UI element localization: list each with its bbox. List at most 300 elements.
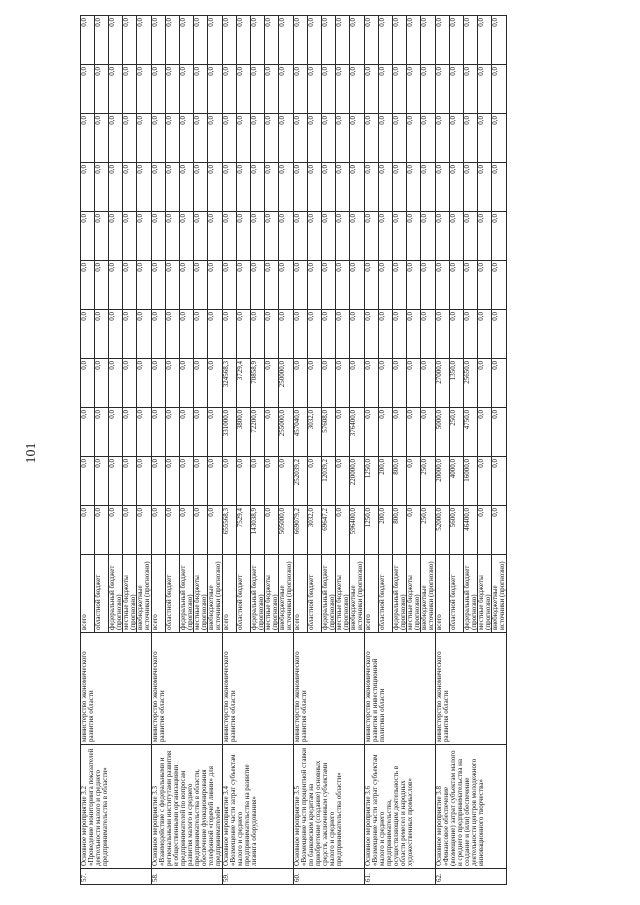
value-cell: 0,0	[166, 506, 180, 554]
value-cell: 0,0	[194, 261, 208, 309]
value-cell: 0,0	[393, 408, 407, 456]
funding-source-label: областной бюджет	[308, 555, 322, 632]
funding-sources	[294, 555, 365, 633]
value-cell: 0,0	[420, 263, 428, 272]
value-cell: 0,0	[407, 408, 421, 456]
value-cell: 0,0	[194, 408, 208, 456]
value-cell: 0,0	[207, 67, 215, 76]
value-cell: 0,0	[365, 359, 379, 407]
value-column-5	[365, 310, 436, 359]
value-cell: 0,0	[95, 506, 109, 554]
value-cell: 0,0	[166, 16, 180, 64]
value-cell: 0,0	[278, 459, 286, 468]
value-cell: 200,0	[379, 457, 393, 505]
value-cell: 0,0	[123, 261, 137, 309]
value-cell: 0,0	[251, 212, 265, 260]
value-cell: 0,0	[278, 116, 286, 125]
value-cell: 0,0	[207, 312, 215, 321]
value-column-3	[152, 408, 223, 457]
value-cell: 0,0	[207, 361, 215, 370]
value-cell: 0,0	[393, 212, 407, 260]
value-cell: 0,0	[336, 16, 350, 64]
value-cell: 0,0	[294, 114, 308, 162]
value-cell: 0,0	[265, 114, 279, 162]
funding-source-label: местные бюджеты (прогнозно)	[194, 555, 208, 632]
value-cell: 0,0	[365, 65, 379, 113]
executor: министерство экономического развития области	[436, 633, 507, 745]
value-cell: 0,0	[237, 310, 251, 358]
value-column-4	[365, 359, 436, 408]
value-cell: 0,0	[95, 163, 109, 211]
value-column-1	[294, 506, 365, 555]
value-cell: 0,0	[81, 16, 95, 64]
value-cell: 0,0	[194, 212, 208, 260]
value-cell: 0,0	[237, 457, 251, 505]
value-cell: 0,0	[379, 65, 393, 113]
value-column-11	[152, 16, 223, 65]
value-cell: 0,0	[237, 65, 251, 113]
value-column-9	[81, 114, 152, 163]
value-column-6	[223, 261, 294, 310]
funding-source-label: всего	[81, 555, 95, 632]
value-cell: 0,0	[95, 261, 109, 309]
value-cell: 0,0	[166, 457, 180, 505]
value-cell: 0,0	[265, 65, 279, 113]
value-cell: 0,0	[336, 261, 350, 309]
value-cell: 0,0	[379, 163, 393, 211]
value-cell: 0,0	[436, 16, 450, 64]
value-column-4	[152, 359, 223, 408]
value-cell: 0,0	[109, 16, 123, 64]
value-cell: 0,0	[136, 263, 144, 272]
value-cell: 0,0	[436, 65, 450, 113]
value-cell: 0,0	[251, 163, 265, 211]
funding-source-label: областной бюджет	[95, 555, 109, 632]
value-cell: 0,0	[349, 67, 357, 76]
value-cell: 0,0	[166, 261, 180, 309]
value-cell: 0,0	[308, 261, 322, 309]
value-cell: 5000,0	[436, 408, 450, 456]
value-cell: 0,0	[223, 16, 237, 64]
value-cell: 0,0	[265, 359, 279, 407]
value-column-2	[223, 457, 294, 506]
value-cell: 143038,9	[251, 506, 265, 554]
value-column-1	[152, 506, 223, 555]
value-cell: 200,0	[379, 506, 393, 554]
value-cell: 0,0	[194, 163, 208, 211]
funding-source-label: внебюджетные источники (прогнозно)	[207, 561, 222, 630]
value-cell: 0,0	[81, 506, 95, 554]
value-column-4	[294, 359, 365, 408]
funding-sources	[223, 555, 294, 633]
value-column-1	[365, 506, 436, 555]
value-column-10	[436, 65, 507, 114]
value-cell: 0,0	[207, 18, 215, 27]
activity-name: Основное мероприятие 3.3 «Взаимодействие с федеральными и региональными институтами развития и общественными организациями предпринимателей по вопросам развития малого и среднего предпринимательства в области, обеспечение функционирования телефонной «горячей линии» для предпринимателей»	[152, 745, 223, 869]
value-cell: 0,0	[123, 310, 137, 358]
value-cell: 0,0	[393, 16, 407, 64]
value-column-7	[365, 212, 436, 261]
value-cell: 0,0	[251, 310, 265, 358]
value-cell: 0,0	[420, 312, 428, 321]
value-cell: 4000,0	[450, 457, 464, 505]
value-cell: 0,0	[450, 261, 464, 309]
value-cell: 0,0	[365, 408, 379, 456]
value-cell: 0,0	[180, 65, 194, 113]
page-number: 101	[24, 442, 39, 464]
funding-sources	[81, 555, 152, 633]
value-column-5	[294, 310, 365, 359]
funding-source-label: областной бюджет	[237, 555, 251, 632]
value-cell: 0,0	[464, 212, 478, 260]
value-cell: 0,0	[265, 506, 279, 554]
value-column-4	[223, 359, 294, 408]
value-cell: 669079,2	[294, 506, 308, 554]
value-cell: 0,0	[294, 163, 308, 211]
value-cell: 0,0	[450, 114, 464, 162]
value-cell: 0,0	[294, 16, 308, 64]
value-cell: 0,0	[393, 310, 407, 358]
value-cell: 0,0	[152, 261, 166, 309]
value-cell: 0,0	[194, 310, 208, 358]
funding-sources	[436, 555, 507, 633]
value-column-3	[81, 408, 152, 457]
value-column-2	[365, 457, 436, 506]
value-column-11	[436, 16, 507, 65]
value-cell: 0,0	[349, 165, 357, 174]
value-column-4	[81, 359, 152, 408]
value-cell: 0,0	[450, 212, 464, 260]
value-cell: 0,0	[180, 408, 194, 456]
value-cell: 0,0	[180, 212, 194, 260]
value-cell: 0,0	[265, 163, 279, 211]
activity-name: Основное мероприятие 3.8 «Финансовое обеспечение (возмещение) затрат субъектам малого и среднего предпринимательства на создание и (или) обеспечение деятельности центров молодежного инновационного творчества»	[436, 745, 507, 869]
value-cell: 27000,0	[436, 359, 450, 407]
value-cell: 0,0	[152, 408, 166, 456]
value-column-3	[436, 408, 507, 457]
activity-name: Основное мероприятие 3.4 «Возмещение части затрат субъектам малого и среднего предпринимательства на развитие лизинга оборудования»	[223, 745, 294, 869]
value-column-6	[365, 261, 436, 310]
value-cell: 0,0	[95, 212, 109, 260]
funding-sources	[365, 555, 436, 633]
funding-source-label: внебюджетные источники (прогнозно)	[420, 561, 435, 630]
value-cell: 0,0	[95, 359, 109, 407]
value-cell: 0,0	[123, 408, 137, 456]
value-cell: 0,0	[308, 212, 322, 260]
value-cell: 0,0	[365, 212, 379, 260]
row-number: 60.	[294, 869, 365, 885]
value-cell: 0,0	[109, 408, 123, 456]
value-cell: 25650,0	[464, 359, 478, 407]
value-cell: 0,0	[420, 67, 428, 76]
value-cell: 0,0	[278, 67, 286, 76]
value-cell: 0,0	[436, 163, 450, 211]
funding-source-label: областной бюджет	[379, 555, 393, 632]
value-cell: 0,0	[194, 457, 208, 505]
value-cell: 0,0	[237, 261, 251, 309]
value-column-7	[294, 212, 365, 261]
value-cell: 0,0	[365, 114, 379, 162]
value-cell: 0,0	[166, 65, 180, 113]
value-cell: 0,0	[109, 506, 123, 554]
value-cell: 0,0	[166, 310, 180, 358]
value-column-2	[81, 457, 152, 506]
value-cell: 250,0	[420, 508, 428, 524]
value-cell: 0,0	[478, 359, 492, 407]
value-cell: 457040,0	[294, 408, 308, 456]
value-cell: 0,0	[336, 163, 350, 211]
value-cell: 0,0	[194, 65, 208, 113]
table-row	[365, 16, 436, 885]
value-cell: 0,0	[407, 163, 421, 211]
value-cell: 0,0	[123, 16, 137, 64]
value-cell: 5600,0	[450, 506, 464, 554]
activity-name: Основное мероприятие 3.6 «Возмещение части затрат субъектам малого и среднего предпринимательства, осуществляющим деятельность в области ремесел и народных художественных промыслов»	[365, 745, 436, 869]
value-cell: 0,0	[109, 359, 123, 407]
value-cell: 0,0	[478, 408, 492, 456]
value-cell: 0,0	[251, 16, 265, 64]
value-cell: 0,0	[136, 18, 144, 27]
value-cell: 0,0	[123, 457, 137, 505]
value-column-7	[81, 212, 152, 261]
value-cell: 0,0	[322, 114, 336, 162]
value-cell: 0,0	[207, 508, 215, 517]
value-cell: 0,0	[166, 114, 180, 162]
value-cell: 0,0	[491, 165, 499, 174]
value-cell: 0,0	[379, 212, 393, 260]
value-cell: 0,0	[109, 114, 123, 162]
value-cell: 72200,0	[251, 408, 265, 456]
value-cell: 0,0	[152, 457, 166, 505]
value-cell: 0,0	[336, 114, 350, 162]
value-cell: 0,0	[237, 212, 251, 260]
value-cell: 0,0	[294, 310, 308, 358]
value-cell: 0,0	[478, 212, 492, 260]
value-cell: 0,0	[166, 359, 180, 407]
value-cell: 0,0	[237, 163, 251, 211]
value-column-7	[152, 212, 223, 261]
value-cell: 0,0	[308, 114, 322, 162]
value-cell: 0,0	[349, 263, 357, 272]
value-cell: 0,0	[365, 163, 379, 211]
value-column-1	[436, 506, 507, 555]
value-cell: 0,0	[407, 506, 421, 554]
value-cell: 0,0	[379, 408, 393, 456]
funding-source-label: федеральный бюджет (прогнозно)	[322, 555, 336, 632]
value-cell: 0,0	[136, 67, 144, 76]
executor: министерство экономического развития области	[152, 633, 223, 745]
value-cell: 0,0	[379, 359, 393, 407]
value-cell: 250,0	[420, 459, 428, 475]
value-cell: 0,0	[336, 506, 350, 554]
value-cell: 0,0	[407, 310, 421, 358]
value-column-6	[81, 261, 152, 310]
value-cell: 0,0	[407, 65, 421, 113]
value-cell: 0,0	[95, 408, 109, 456]
value-cell: 0,0	[336, 359, 350, 407]
value-column-5	[81, 310, 152, 359]
value-cell: 0,0	[379, 16, 393, 64]
value-cell: 252039,2	[294, 457, 308, 505]
value-cell: 0,0	[491, 508, 499, 517]
value-cell: 0,0	[123, 359, 137, 407]
value-column-11	[365, 16, 436, 65]
value-cell: 0,0	[393, 359, 407, 407]
value-cell: 0,0	[81, 212, 95, 260]
value-cell: 0,0	[95, 16, 109, 64]
value-cell: 0,0	[464, 16, 478, 64]
value-column-10	[365, 65, 436, 114]
funding-source-label: местные бюджеты (прогнозно)	[123, 555, 137, 632]
value-cell: 250,0	[450, 408, 464, 456]
value-cell: 52000,0	[436, 506, 450, 554]
value-cell: 0,0	[166, 408, 180, 456]
value-column-8	[152, 163, 223, 212]
value-cell: 0,0	[136, 459, 144, 468]
value-cell: 0,0	[491, 459, 499, 468]
value-cell: 0,0	[308, 65, 322, 113]
value-cell: 0,0	[109, 212, 123, 260]
value-cell: 0,0	[308, 310, 322, 358]
value-column-9	[365, 114, 436, 163]
value-cell: 0,0	[450, 163, 464, 211]
value-cell: 0,0	[207, 116, 215, 125]
value-cell: 0,0	[152, 212, 166, 260]
value-cell: 0,0	[478, 506, 492, 554]
value-cell: 1250,0	[365, 457, 379, 505]
value-cell: 0,0	[308, 457, 322, 505]
value-cell: 0,0	[407, 16, 421, 64]
value-column-2	[152, 457, 223, 506]
value-cell: 0,0	[407, 359, 421, 407]
value-cell: 0,0	[420, 410, 428, 419]
value-cell: 1250,0	[365, 506, 379, 554]
value-column-11	[81, 16, 152, 65]
value-column-8	[223, 163, 294, 212]
value-cell: 0,0	[194, 359, 208, 407]
value-column-8	[81, 163, 152, 212]
value-cell: 0,0	[265, 457, 279, 505]
value-cell: 0,0	[237, 16, 251, 64]
value-cell: 0,0	[491, 18, 499, 27]
funding-source-label: внебюджетные источники (прогнозно)	[136, 561, 151, 630]
value-cell: 0,0	[464, 65, 478, 113]
value-cell: 0,0	[265, 16, 279, 64]
value-cell: 0,0	[478, 261, 492, 309]
value-cell: 0,0	[349, 18, 357, 27]
row-number: 59.	[223, 869, 294, 885]
table-row	[294, 16, 365, 885]
row-number: 62.	[436, 869, 507, 885]
value-cell: 0,0	[322, 261, 336, 309]
value-cell: 0,0	[336, 212, 350, 260]
value-cell: 0,0	[420, 361, 428, 370]
funding-source-label: местные бюджеты (прогнозно)	[265, 555, 279, 632]
value-cell: 0,0	[294, 261, 308, 309]
value-cell: 0,0	[478, 163, 492, 211]
value-cell: 0,0	[365, 261, 379, 309]
value-cell: 0,0	[109, 457, 123, 505]
value-cell: 0,0	[464, 163, 478, 211]
value-cell: 0,0	[308, 359, 322, 407]
value-cell: 0,0	[180, 261, 194, 309]
value-column-8	[294, 163, 365, 212]
value-cell: 655568,3	[223, 506, 237, 554]
value-cell: 0,0	[123, 212, 137, 260]
value-column-1	[81, 506, 152, 555]
value-cell: 0,0	[223, 65, 237, 113]
table-row	[223, 16, 294, 885]
value-cell: 0,0	[223, 310, 237, 358]
value-cell: 0,0	[278, 263, 286, 272]
value-cell: 0,0	[95, 457, 109, 505]
value-cell: 0,0	[464, 310, 478, 358]
value-cell: 0,0	[223, 261, 237, 309]
value-column-8	[365, 163, 436, 212]
value-cell: 255000,0	[278, 410, 286, 437]
funding-source-label: областной бюджет	[166, 555, 180, 632]
funding-source-label: всего	[152, 555, 166, 632]
funding-source-label: федеральный бюджет (прогнозно)	[464, 555, 478, 632]
value-cell: 0,0	[180, 359, 194, 407]
value-cell: 0,0	[207, 214, 215, 223]
value-cell: 0,0	[152, 16, 166, 64]
value-cell: 0,0	[365, 310, 379, 358]
value-column-6	[436, 261, 507, 310]
activity-name: Основное мероприятие 3.5 «Возмещение части процентной ставки по банковским кредитам на приобретение (создание) основных средств, заключенным субъектами малого и среднего предпринимательства области»	[294, 745, 365, 869]
value-cell: 3729,4	[237, 359, 251, 407]
value-cell: 0,0	[207, 459, 215, 468]
value-column-9	[294, 114, 365, 163]
value-column-3	[365, 408, 436, 457]
value-cell: 0,0	[109, 310, 123, 358]
value-cell: 0,0	[237, 114, 251, 162]
value-cell: 0,0	[478, 114, 492, 162]
value-column-10	[294, 65, 365, 114]
value-cell: 0,0	[207, 410, 215, 419]
value-cell: 0,0	[95, 65, 109, 113]
value-cell: 0,0	[349, 361, 357, 370]
value-cell: 0,0	[278, 312, 286, 321]
value-cell: 0,0	[136, 312, 144, 321]
value-cell: 69647,2	[322, 506, 336, 554]
value-cell: 0,0	[322, 65, 336, 113]
value-cell: 331000,0	[223, 408, 237, 456]
value-cell: 0,0	[322, 359, 336, 407]
executor: министерство экономического развития области	[223, 633, 294, 745]
value-cell: 0,0	[407, 261, 421, 309]
funding-sources	[152, 555, 223, 633]
value-cell: 57608,0	[322, 408, 336, 456]
value-cell: 0,0	[407, 457, 421, 505]
value-cell: 0,0	[123, 114, 137, 162]
value-cell: 0,0	[379, 261, 393, 309]
value-cell: 0,0	[278, 18, 286, 27]
value-cell: 0,0	[436, 310, 450, 358]
value-cell: 0,0	[81, 163, 95, 211]
value-cell: 596400,0	[349, 508, 357, 535]
value-cell: 0,0	[322, 163, 336, 211]
value-cell: 0,0	[81, 359, 95, 407]
value-cell: 0,0	[294, 212, 308, 260]
value-cell: 0,0	[450, 310, 464, 358]
value-cell: 0,0	[491, 214, 499, 223]
value-cell: 0,0	[207, 165, 215, 174]
value-column-3	[294, 408, 365, 457]
value-cell: 0,0	[180, 457, 194, 505]
value-column-9	[223, 114, 294, 163]
value-cell: 0,0	[294, 359, 308, 407]
